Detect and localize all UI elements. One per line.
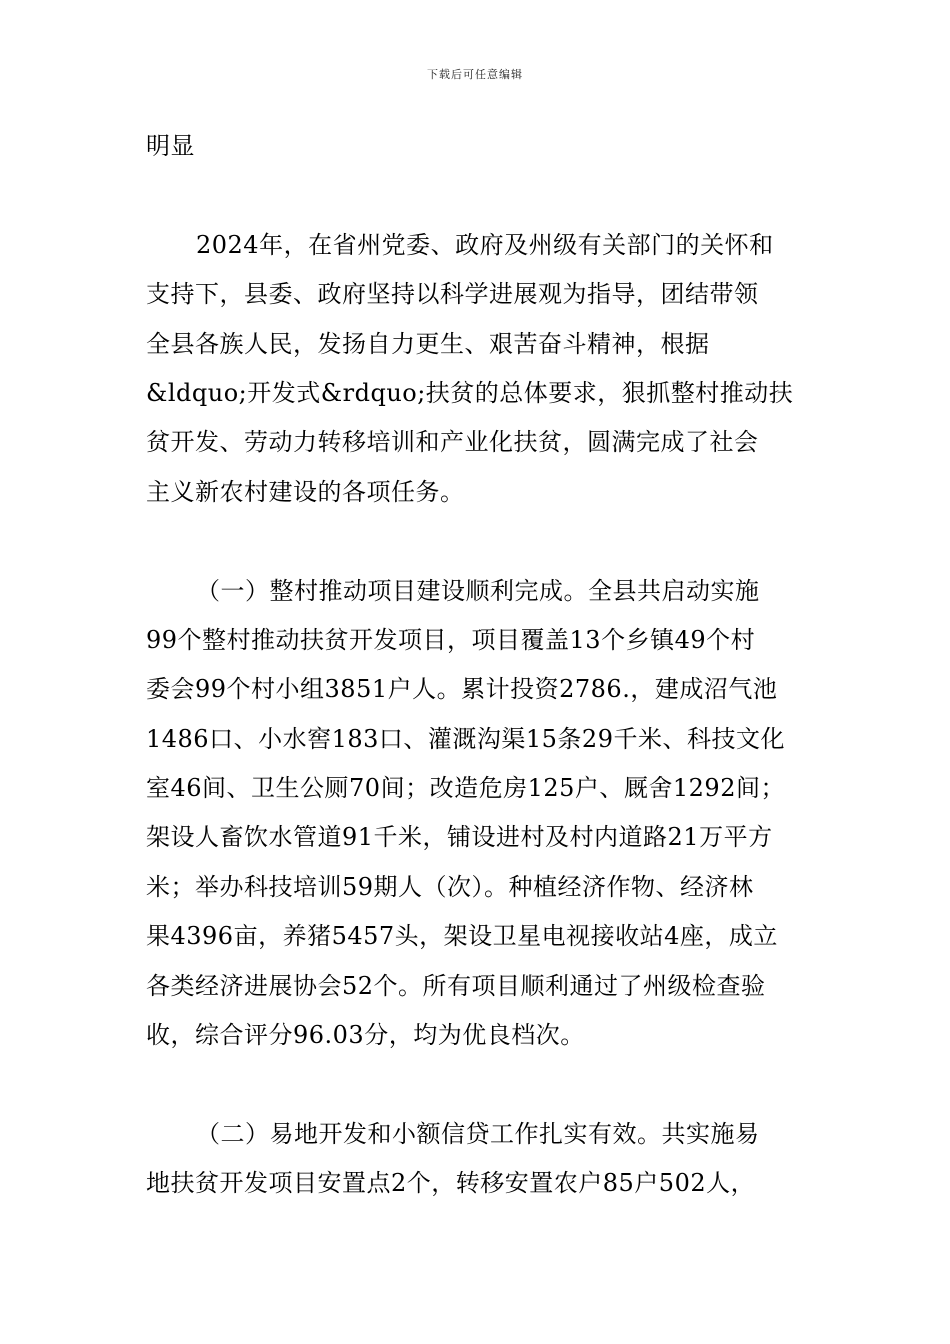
text-line: 委会99个村小组3851户人。累计投资2786.，建成沼气池: [146, 675, 778, 704]
text-line: 贫开发、劳动力转移培训和产业化扶贫，圆满完成了社会: [146, 428, 759, 457]
text-line: 米；举办科技培训59期人（次）。种植经济作物、经济林: [146, 872, 754, 901]
page-header: 下载后可任意编辑: [427, 68, 523, 81]
text-line: 1486口、小水窖183口、灌溉沟渠15条29千米、科技文化: [146, 724, 785, 753]
paragraph-gap: [146, 1060, 808, 1109]
text-line: （一）整村推动项目建设顺利完成。全县共启动实施: [196, 576, 760, 605]
text-line: 主义新农村建设的各项任务。: [146, 477, 465, 506]
text-line: 收，综合评分96.03分，均为优良档次。: [146, 1021, 585, 1050]
text-line: 架设人畜饮水管道91千米，铺设进村及村内道路21万平方: [146, 823, 773, 852]
text-line: 明显: [146, 132, 195, 160]
text-line: 各类经济进展协会52个。所有项目顺利通过了州级检查验: [146, 971, 766, 1000]
text-line: 室46间、卫生公厕70间；改造危房125户、厩舍1292间；: [146, 774, 785, 803]
document-body: [146, 122, 808, 1209]
text-line: 2024年，在省州党委、政府及州级有关部门的关怀和: [196, 230, 774, 259]
paragraph-gap: [146, 517, 808, 566]
paragraph-gap: [146, 171, 808, 220]
text-line: &ldquo;开发式&rdquo;扶贫的总体要求，狠抓整村推动扶: [146, 378, 794, 407]
text-line: 全县各族人民，发扬自力更生、艰苦奋斗精神，根据: [146, 329, 710, 358]
text-line: （二）易地开发和小额信贷工作扎实有效。共实施易: [196, 1119, 760, 1148]
text-line: 果4396亩，养猪5457头，架设卫星电视接收站4座，成立: [146, 922, 778, 951]
text-line: 99个整村推动扶贫开发项目，项目覆盖13个乡镇49个村: [146, 625, 756, 654]
text-line: 地扶贫开发项目安置点2个，转移安置农户85户502人，: [146, 1169, 756, 1198]
text-line: 支持下，县委、政府坚持以科学进展观为指导，团结带领: [146, 280, 759, 309]
